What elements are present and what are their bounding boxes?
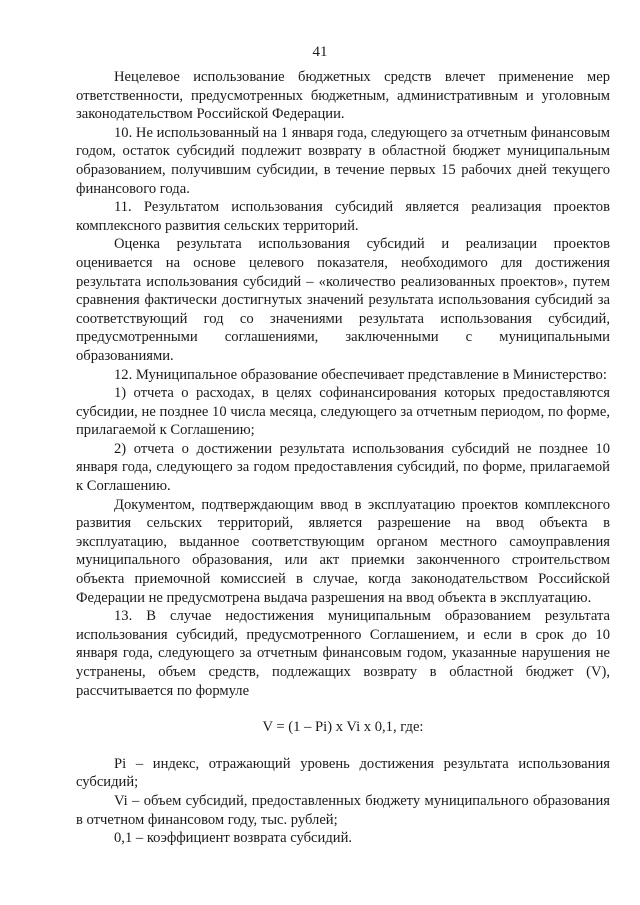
definition-vi: Vi – объем субсидий, предоставленных бюджету муниципального образования в отчетном финансовом году, тыс. рублей; xyxy=(76,792,610,828)
page-number: 41 xyxy=(312,44,328,60)
paragraph-clause-10: 10. Не использованный на 1 января года, следующего за отчетным финансовым годом, остаток субсидий подлежит возврату в областной бюджет муниципальным образованием, получившим субсидии, в течение первых 15 рабочих дней текущего финансового года. xyxy=(76,124,610,197)
paragraph-item-2: 2) отчета о достижении результата использования субсидий не позднее 10 января года, следующего за годом предоставления субсидий, по форме, прилагаемой к Соглашению. xyxy=(76,440,610,495)
paragraph-item-1: 1) отчета о расходах, в целях софинансирования которых предоставляются субсидии, не позднее 10 числа месяца, следующего за отчетным периодом, по форме, прилагаемой к Соглашению; xyxy=(76,385,610,439)
definition-pi: Pi – индекс, отражающий уровень достижения результата использования субсидий; xyxy=(76,755,610,791)
definition-coefficient: 0,1 – коэффициент возврата субсидий. xyxy=(114,830,353,847)
paragraph-result-evaluation: Оценка результата использования субсидий и реализации проектов оценивается на основе целевого показателя, необходимого для достижения результата использования субсидий – «количество реализованных проектов», путем сравнения фактически достигнутых значений результата использования субсидий за соответствующий год со значениями результата использования субсидий, предусмотренными соглашениями, заключенными с муниципальными образованиями. xyxy=(76,236,610,364)
paragraph-clause-11: 11. Результатом использования субсидий является реализация проектов комплексного развития сельских территорий. xyxy=(76,199,610,234)
paragraph-commissioning-document: Документом, подтверждающим ввод в эксплуатацию проектов комплексного развития сельских территорий, является разрешение на ввод объекта в эксплуатацию, выданное соответствующим органом местного самоуправления муниципального образования, или акт приемки законченного строительством объекта приемочной комиссией в случае, когда законодательством Российской Федерации не предусмотрена выдача разрешения на ввод объекта в эксплуатацию. xyxy=(76,496,610,606)
paragraph-clause-12: 12. Муниципальное образование обеспечивает представление в Министерство: xyxy=(114,366,607,383)
document-body xyxy=(76,68,610,848)
paragraph-misuse-liability: Нецелевое использование бюджетных средств влечет применение мер ответственности, предусмотренных бюджетным, административным и уголовным законодательством Российской Федерации. xyxy=(76,69,610,123)
paragraph-clause-13: 13. В случае недостижения муниципальным образованием результата использования субсидий, предусмотренного Соглашением, и если в срок до 10 января года, следующего за отчетным финансовым годом, указанные нарушения не устранены, объем средств, подлежащих возврату в областной бюджет (V), рассчитывается по формуле xyxy=(76,608,610,699)
refund-formula: V = (1 – Pi) x Vi x 0,1, где: xyxy=(262,719,424,736)
